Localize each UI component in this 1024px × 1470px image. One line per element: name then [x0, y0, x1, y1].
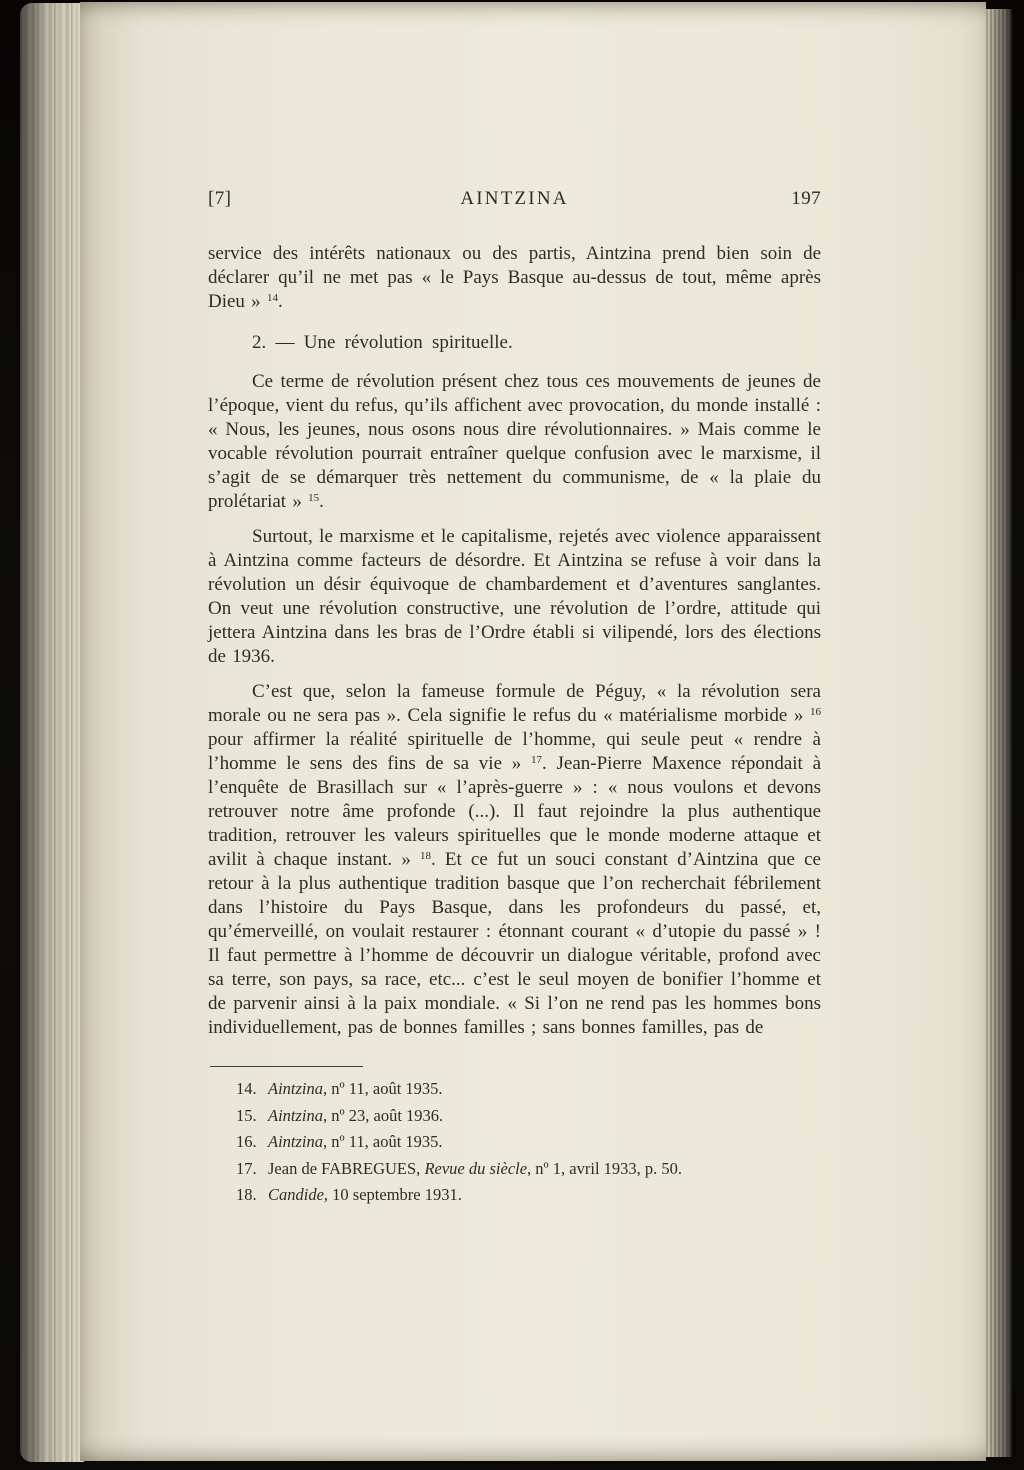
- body-paragraph: Surtout, le marxisme et le capitalisme, rejetés avec violence apparaissent à Aintzina comme facteurs de désordre. Et Aintzina se refuse à voir dans la révolution un désir équivoque de chambardement et d’aventures sanglantes. On veut une révolution constructive, une révolution de l’ordre, attitude qui jettera Aintzina dans les bras de l’Ordre établi si vilipendé, lors des élections de 1936.: [208, 526, 821, 667]
- footnotes-block: [208, 1066, 821, 1209]
- body-paragraph: C’est que, selon la fameuse formule de Péguy, « la révolution sera morale ou ne sera pas ». Cela signifie le refus du « matérialisme morbide » $^{16}$ pour affirmer la réalité spirituelle de l’homme, qui seule peut « rendre à l’homme le sens des fins de sa vie » $^{17}$. Jean-Pierre Maxence répondait à l’enquête de Brasillach sur « l’après-guerre » : « nous voulons et devons retrouver notre âme profonde (...). Il faut rejoindre la plus authentique tradition, retrouver les valeurs spirituelles que le monde moderne attaque et avilit à chaque instant. » $^{18}$. Et ce fut un souci constant d’Aintzina que ce retour à la plus authentique tradition basque que l’on recherchait fébrilement dans l’histoire du Pays Basque, dans les profondeurs du passé, et, qu’émerveillé, on voulait restaurer : étonnant courant « d’utopie du passé » ! Il faut permettre à l’homme de découvrir un dialogue véritable, profond avec sa terre, son pays, sa race, etc... c’est le seul moyen de bonifier l’homme et de parvenir ainsi à la paix mondiale. « Si l’on ne rend pas les hommes bons individuellement, pas de bonnes familles ; sans bonnes familles, pas de: [208, 681, 821, 1038]
- body-paragraph-continuation: service des intérêts nationaux ou des partis, Aintzina prend bien soin de déclarer qu’il ne met pas « le Pays Basque au-dessus de tout, même après Dieu » $^{14}$.: [208, 243, 821, 312]
- footnote: [208, 1076, 821, 1103]
- footnote-number: 17.: [236, 1158, 257, 1178]
- running-head-title: AINTZINA: [460, 188, 569, 209]
- footnote: [208, 1156, 821, 1183]
- page-number: 197: [791, 188, 821, 209]
- footnote-number: 15.: [236, 1105, 257, 1125]
- footnote-text: Aintzina, nº 11, août 1935.: [268, 1132, 443, 1151]
- folio-bracket-number: [7]: [208, 188, 232, 209]
- page-content: [208, 188, 821, 1209]
- footnote-number: 18.: [236, 1185, 257, 1204]
- footnote-text: Aintzina, nº 23, août 1936.: [268, 1105, 444, 1125]
- footnote-text: Aintzina, nº 11, août 1935.: [268, 1079, 443, 1098]
- footnote: [208, 1103, 821, 1130]
- page-edges-right: [984, 9, 1012, 1457]
- footnote-separator-rule: [210, 1066, 363, 1067]
- footnote-text: Candide, 10 septembre 1931.: [268, 1185, 462, 1204]
- footnote: [208, 1129, 821, 1156]
- body-text: [208, 242, 821, 1040]
- footnote-number: 14.: [236, 1079, 257, 1098]
- footnote-number: 16.: [236, 1132, 257, 1151]
- footnote: [208, 1182, 821, 1209]
- page-header: [208, 188, 821, 214]
- book-page: [80, 2, 986, 1461]
- section-heading: 2. — Une révolution spirituelle.: [252, 332, 513, 353]
- page-edges-left: [20, 3, 84, 1462]
- body-paragraph: Ce terme de révolution présent chez tous ces mouvements de jeunes de l’époque, vient du refus, qu’ils affichent avec provocation, du monde installé : « Nous, les jeunes, nous osons nous dire révolutionnaires. » Mais comme le vocable révolution pourrait entraîner quelque confusion avec le marxisme, il s’agit de se démarquer très nettement du communisme, de « la plaie du prolétariat » $^{15}$.: [208, 371, 821, 512]
- footnote-text: Jean de FABREGUES, Revue du siècle, nº 1, avril 1933, p. 50.: [268, 1158, 683, 1178]
